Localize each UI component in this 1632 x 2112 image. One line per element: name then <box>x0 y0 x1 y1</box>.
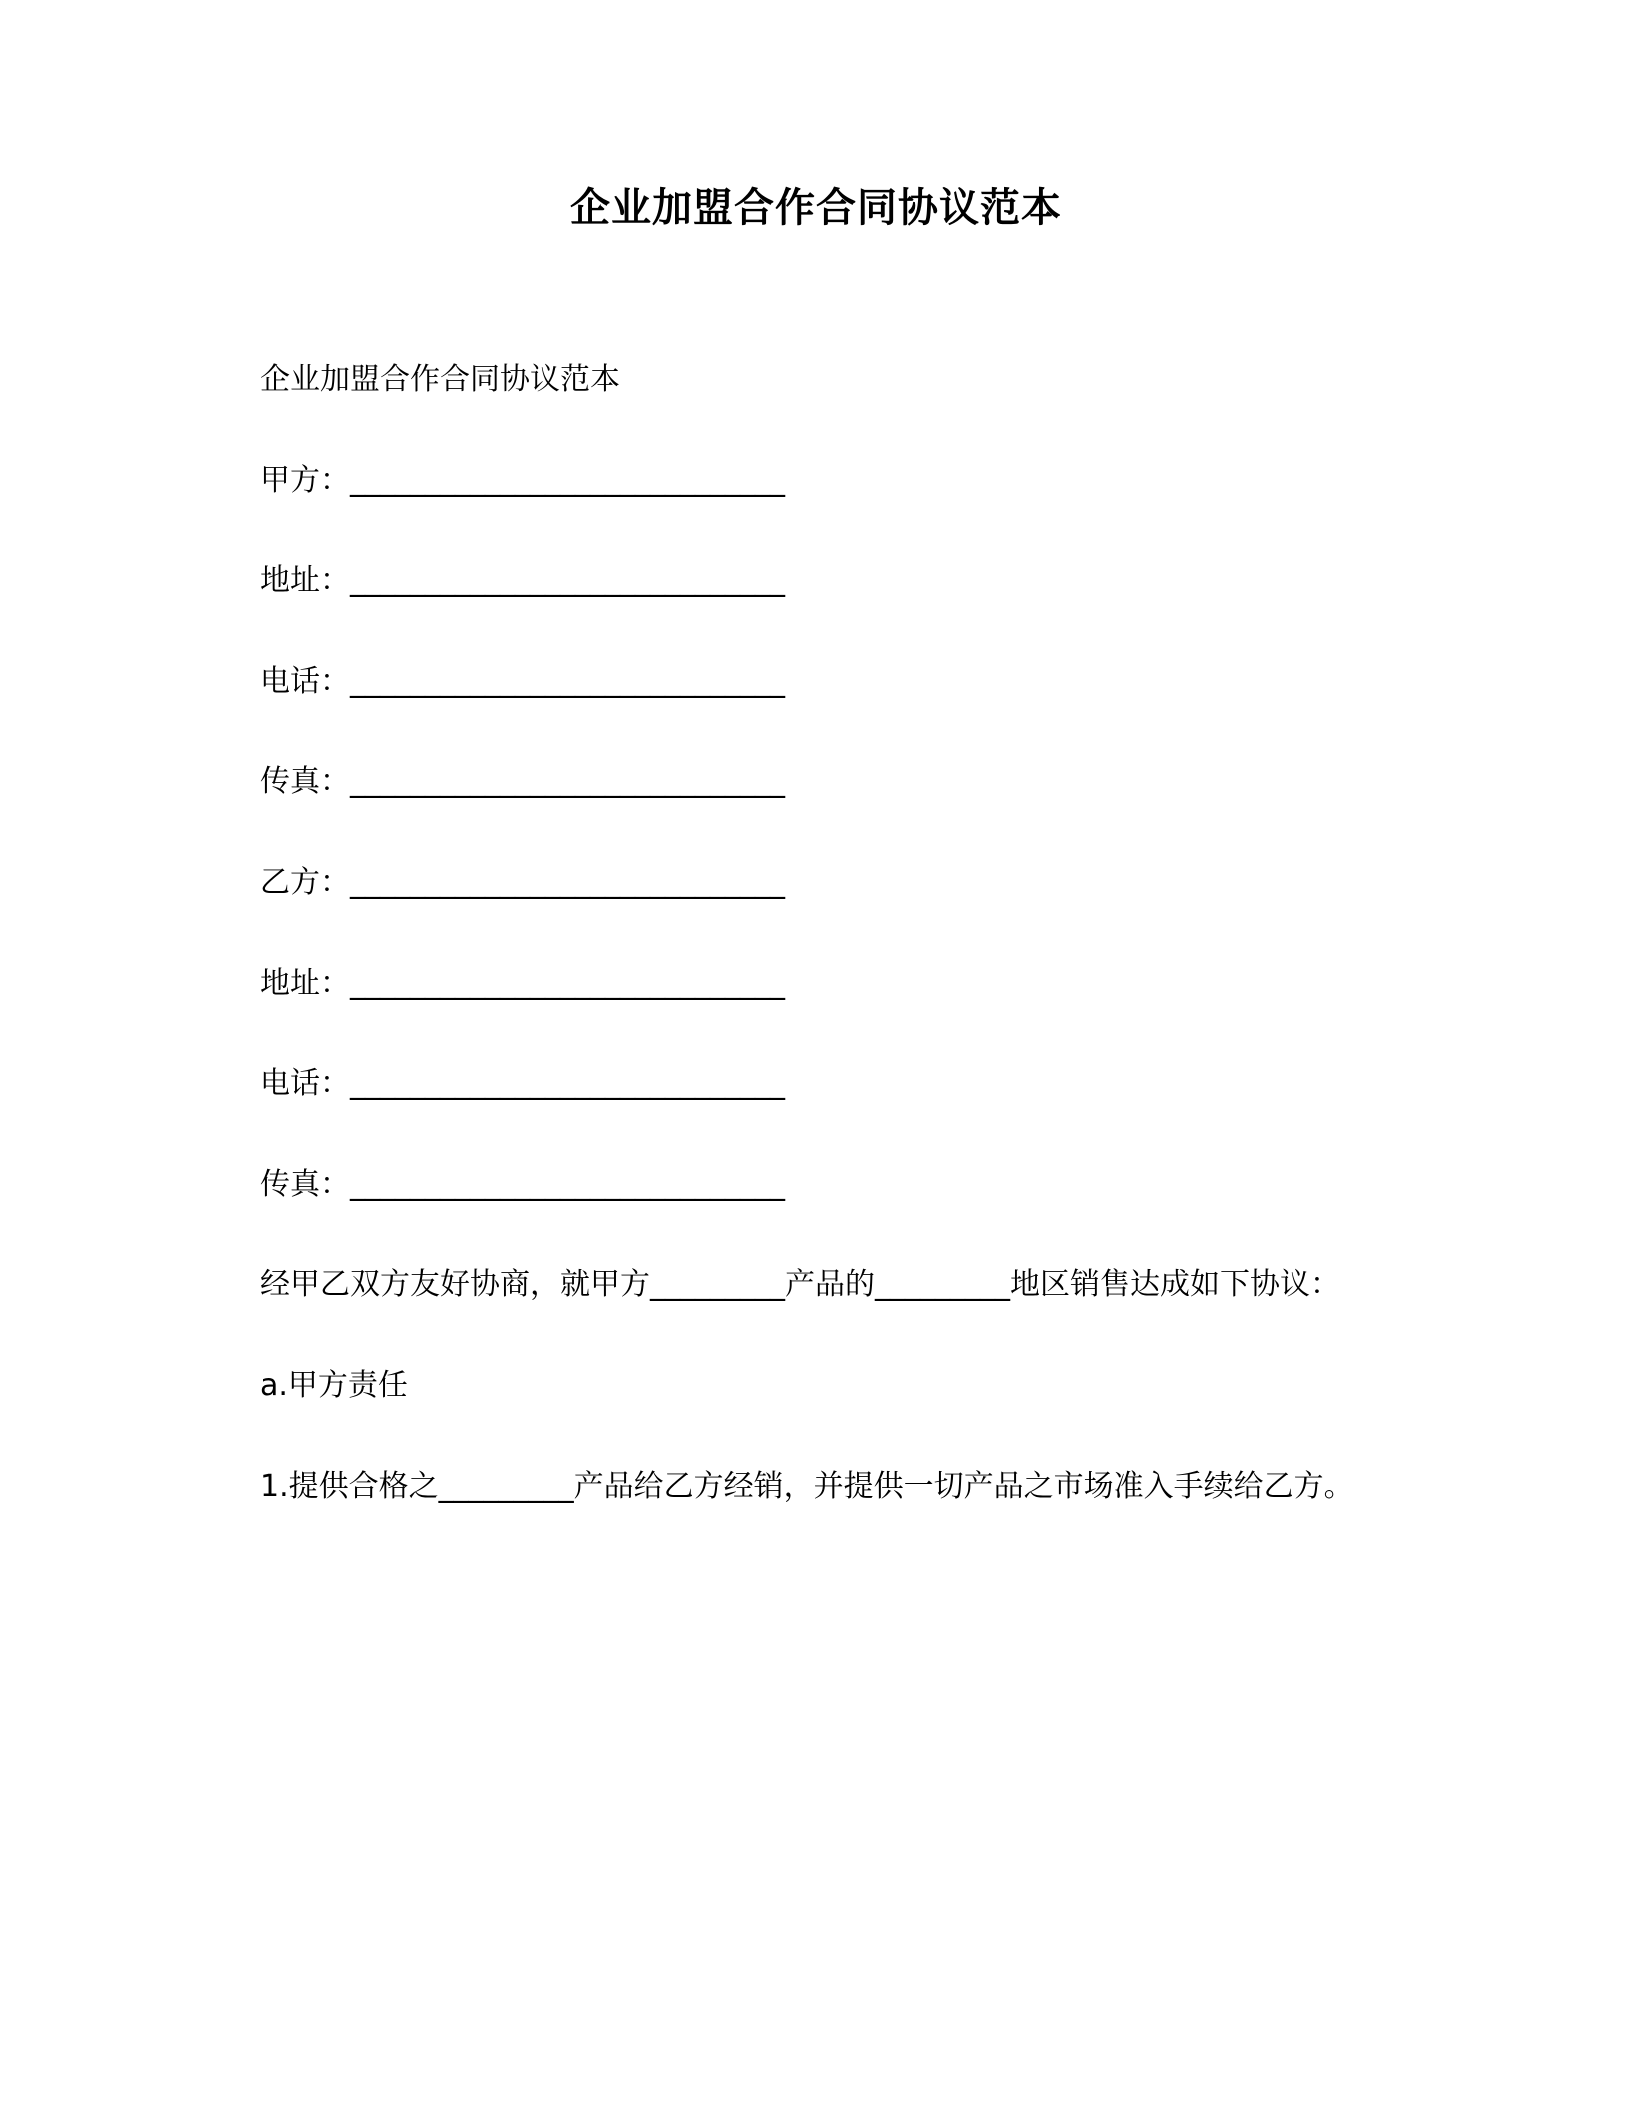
field-row-address-a <box>200 557 1432 606</box>
field-row-phone-a <box>200 658 1432 707</box>
field-label: 传真： <box>260 764 350 800</box>
field-row-fax-a <box>200 758 1432 807</box>
field-label: 传真： <box>260 1166 350 1202</box>
field-label: 乙方： <box>260 864 350 900</box>
paragraph-clause-1: 1.提供合格之_________产品给乙方经销，并提供一切产品之市场准入手续给乙方。 <box>260 1468 1354 1504</box>
field-row-party-b <box>200 859 1432 908</box>
field-label: 电话： <box>260 663 350 699</box>
paragraph-agreement-intro: 经甲乙双方友好协商，就甲方_________产品的_________地区销售达成如下协议： <box>260 1267 1340 1303</box>
field-blank: _____________________________ <box>350 864 785 900</box>
field-row-party-a <box>200 457 1432 506</box>
field-blank: _____________________________ <box>350 663 785 699</box>
field-label: 电话： <box>260 1066 350 1102</box>
field-label: 地址： <box>260 563 350 599</box>
field-blank: _____________________________ <box>350 462 785 498</box>
field-label: 地址： <box>260 965 350 1001</box>
document-heading-line: 企业加盟合作合同协议范本 <box>260 362 620 397</box>
section-heading-party-a-duties: a.甲方责任 <box>260 1367 408 1403</box>
field-row-fax-b <box>200 1161 1432 1210</box>
field-blank: _____________________________ <box>350 764 785 800</box>
field-blank: _____________________________ <box>350 563 785 599</box>
field-blank: _____________________________ <box>350 1166 785 1202</box>
field-blank: _____________________________ <box>350 965 785 1001</box>
field-row-address-b <box>200 960 1432 1009</box>
field-label: 甲方： <box>260 462 350 498</box>
field-blank: _____________________________ <box>350 1066 785 1102</box>
field-row-phone-b <box>200 1060 1432 1109</box>
page-title: 企业加盟合作合同协议范本 <box>570 185 1062 231</box>
